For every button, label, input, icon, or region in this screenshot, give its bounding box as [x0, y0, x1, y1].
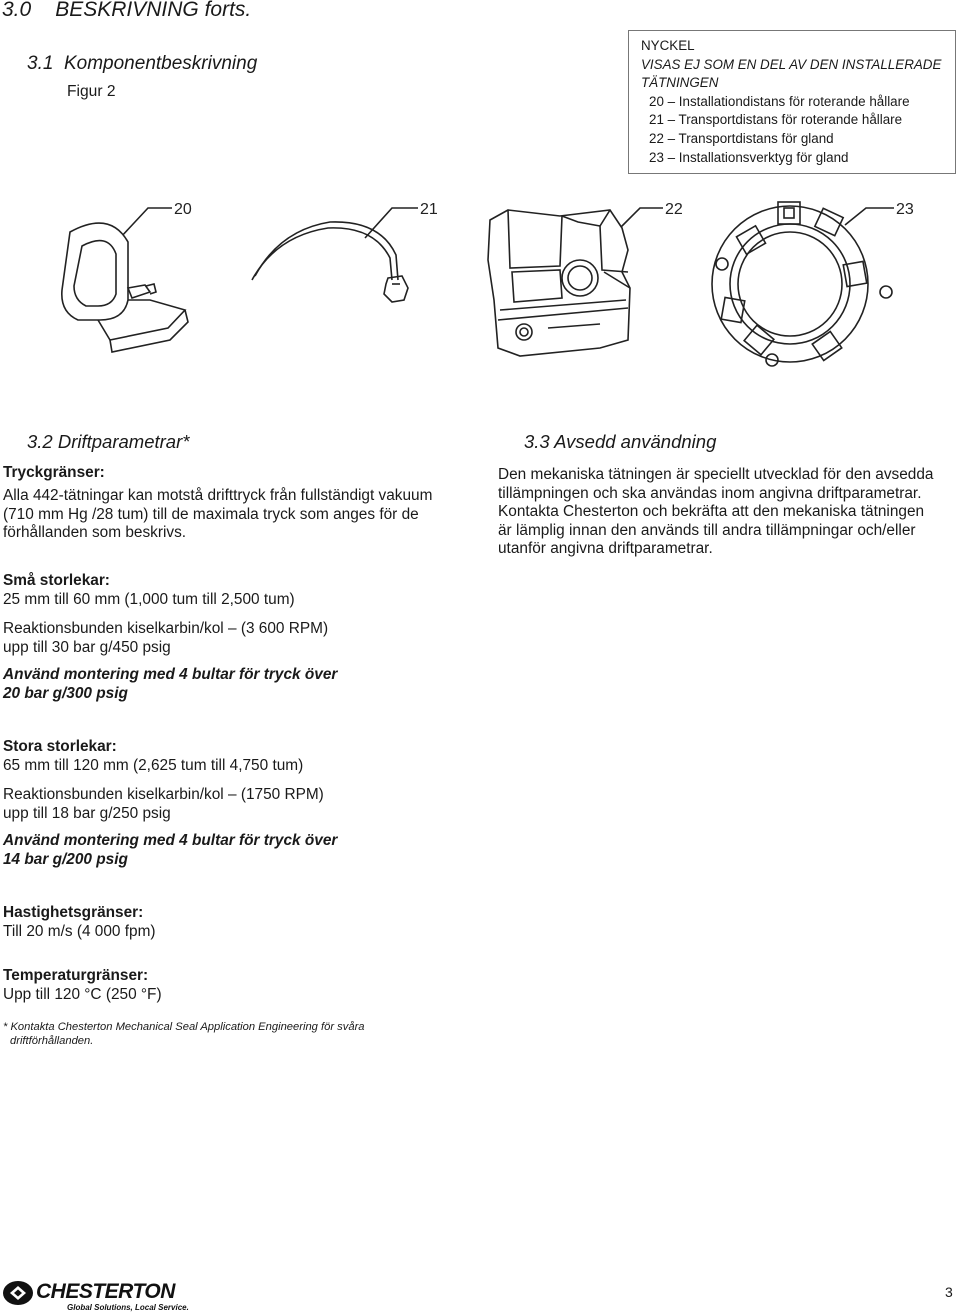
pressure-text [3, 487, 432, 543]
text-line: förhållanden som beskrivs. [3, 524, 187, 542]
key-item: 23 – Installationsverktyg för gland [649, 149, 849, 165]
part-20-drawing [62, 223, 188, 352]
key-item: 22 – Transportdistans för gland [649, 130, 834, 146]
callout-leader-22 [618, 208, 663, 230]
callout-leader-20 [120, 208, 172, 238]
key-note-line: TÄTNINGEN [641, 75, 719, 91]
small-sizes-label: Små storlekar: [3, 572, 110, 589]
text-line: Alla 442-tätningar kan motstå drifttryck från fullständigt vakuum [3, 487, 433, 504]
subsection-number: 3.1 [27, 53, 54, 74]
chesterton-logo [2, 1280, 192, 1312]
section-3-2-heading: 3.2 Driftparametrar* [27, 431, 190, 452]
section-heading [2, 0, 251, 22]
callout-23: 23 [896, 201, 914, 218]
chesterton-emblem-icon [2, 1280, 34, 1306]
temperature-label: Temperaturgränser: [3, 967, 149, 984]
text-line: driftförhållanden. [10, 1034, 94, 1047]
figure-2-illustration [0, 180, 960, 400]
part-21-drawing [252, 222, 408, 302]
callout-20: 20 [174, 201, 192, 218]
text-line: Kontakta Chesterton och bekräfta att den mekaniska tätningen [498, 503, 925, 521]
text-line: är lämplig innan den används till andra tillämpningar och/eller [498, 521, 916, 539]
page-number: 3 [945, 1284, 953, 1300]
text-line: upp till 30 bar g/450 psig [3, 638, 171, 656]
text-line: (710 mm Hg /28 tum) till de maximala tryck som anges för de [3, 505, 419, 523]
callout-21: 21 [420, 201, 438, 218]
logo-tagline: Global Solutions, Local Service. [67, 1303, 189, 1312]
large-sizes-range: 65 mm till 120 mm (2,625 tum till 4,750 tum) [3, 757, 304, 774]
small-material [3, 620, 328, 657]
callout-leader-23 [845, 208, 894, 225]
key-item: 21 – Transportdistans för roterande hållare [649, 112, 903, 128]
text-line: Använd montering med 4 bultar för tryck över [3, 832, 338, 849]
speed-label: Hastighetsgränser: [3, 904, 144, 921]
text-line: upp till 18 bar g/250 psig [3, 804, 171, 822]
subsection-title: Komponentbeskrivning [63, 53, 258, 74]
callout-leader-21 [365, 208, 418, 238]
small-bolt-note [3, 666, 337, 703]
text-line: * Kontakta Chesterton Mechanical Seal Application Engineering för svåra [3, 1021, 365, 1033]
text-line: utanför angivna driftparametrar. [498, 540, 713, 558]
pressure-label: Tryckgränser: [3, 464, 105, 481]
text-line: Använd montering med 4 bultar för tryck över [3, 666, 338, 683]
section-3-3-heading: 3.3 Avsedd användning [524, 431, 717, 452]
text-line: Den mekaniska tätningen är speciellt utvecklad för den avsedda [498, 466, 934, 483]
figure-label: Figur 2 [67, 83, 116, 100]
temperature-value: Upp till 120 °C (250 °F) [3, 986, 162, 1003]
part-23-drawing [712, 202, 892, 366]
large-bolt-note [3, 832, 337, 869]
key-box [628, 30, 956, 174]
text-line: tillämpningen och ska användas inom angivna driftparametrar. [498, 484, 922, 502]
text-line: 14 bar g/200 psig [3, 850, 128, 868]
text-line: 20 bar g/300 psig [3, 684, 128, 702]
large-material [3, 786, 324, 823]
section-number: 3.0 [2, 0, 32, 21]
key-title: NYCKEL [641, 38, 695, 53]
part-22-drawing [488, 210, 630, 356]
subsection-heading [27, 53, 257, 75]
section-title: BESKRIVNING forts. [55, 0, 252, 21]
logo-wordmark: CHESTERTON [36, 1280, 175, 1303]
key-item: 20 – Installationdistans för roterande hållare [649, 93, 910, 109]
text-line: Reaktionsbunden kiselkarbin/kol – (3 600 RPM) [3, 620, 329, 637]
large-sizes-label: Stora storlekar: [3, 738, 117, 755]
section-3-3-text [498, 466, 933, 559]
speed-value: Till 20 m/s (4 000 fpm) [3, 923, 156, 940]
callout-22: 22 [665, 201, 683, 218]
text-line: Reaktionsbunden kiselkarbin/kol – (1750 RPM) [3, 786, 324, 803]
key-note-line: VISAS EJ SOM EN DEL AV DEN INSTALLERADE [641, 56, 942, 72]
footnote [3, 1021, 365, 1048]
small-sizes-range: 25 mm till 60 mm (1,000 tum till 2,500 tum) [3, 591, 295, 608]
